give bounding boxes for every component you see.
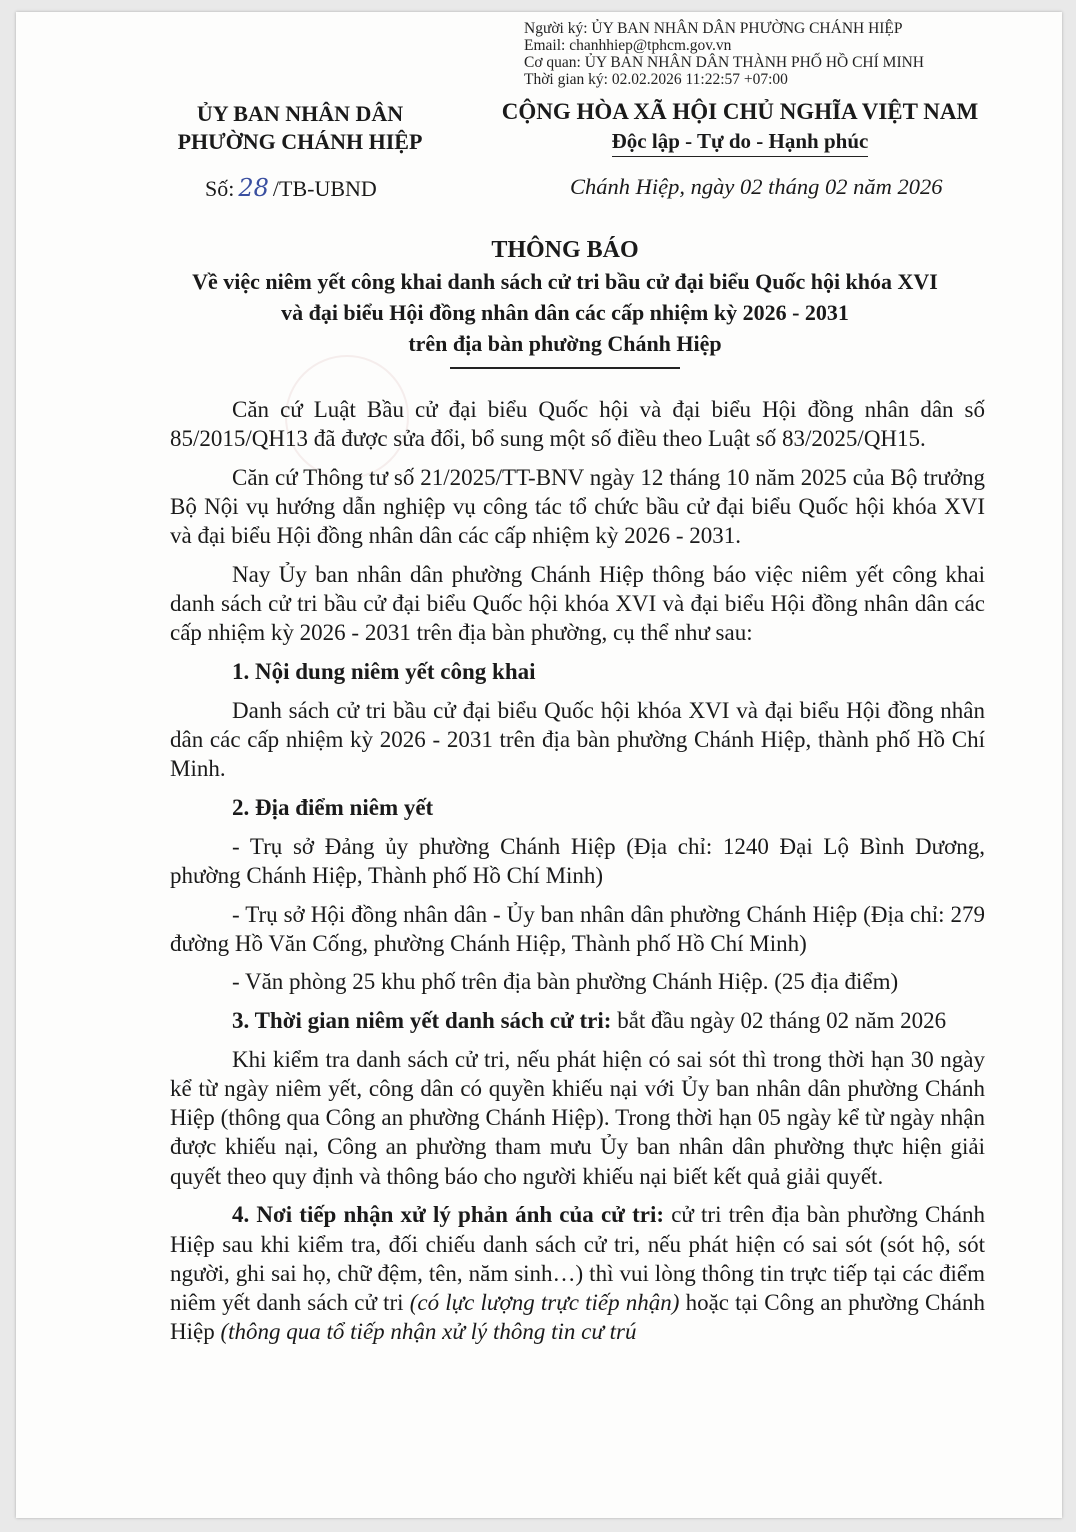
sign-time: Thời gian ký: 02.02.2026 11:22:57 +07:00 xyxy=(524,71,788,88)
section-text: cử tri trên địa bàn phường Chánh Hiệp sau khi kiểm tra, đối chiếu danh sách cử tri, nếu phát hiện có sai sót (sót hộ, sót người, ghi sai họ, chữ đệm, tên, năm sinh…) thì vui lòng thông tin trực tiếp tại các điểm niêm yết danh sách cử tri xyxy=(170,1202,985,1315)
section-text: bắt đầu ngày 02 tháng 02 năm 2026 xyxy=(611,1008,947,1034)
section-heading: 1. Nội dung niêm yết công khai xyxy=(232,659,536,685)
location-item: - Trụ sở Hội đồng nhân dân - Ủy ban nhân dân phường Chánh Hiệp (Địa chỉ: 279 đường Hồ Văn Cống, phường Chánh Hiệp, Thành phố Hồ Chí Minh) xyxy=(170,901,985,956)
location-item: - Văn phòng 25 khu phố trên địa bàn phường Chánh Hiệp. (25 địa điểm) xyxy=(232,969,899,995)
section-text: hoặc tại Công an phường Chánh Hiệp xyxy=(170,1289,985,1345)
signer-agency: Cơ quan: ỦY BAN NHÂN DÂN THÀNH PHỐ HỒ CHÍ MINH xyxy=(524,54,924,71)
document-number xyxy=(205,174,377,202)
paragraph: Căn cứ Thông tư số 21/2025/TT-BNV ngày 12 tháng 10 năm 2025 của Bộ trưởng Bộ Nội vụ hướng dẫn nghiệp vụ công tác tổ chức bầu cử đại biểu Quốc hội khóa XVI và đại biểu Hội đồng nhân dân các cấp nhiệm kỳ 2026 - 2031. xyxy=(170,464,985,549)
issuer-line2: PHƯỜNG CHÁNH HIỆP xyxy=(177,129,423,154)
document-date: Chánh Hiệp, ngày 02 tháng 02 năm 2026 xyxy=(570,174,943,199)
paragraph: Nay Ủy ban nhân dân phường Chánh Hiệp thông báo việc niêm yết công khai danh sách cử tri bầu cử đại biểu Quốc hội khóa XVI và đại biểu Hội đồng nhân dân các cấp nhiệm kỳ 2026 - 2031 trên địa bàn phường, cụ thể như sau: xyxy=(170,562,985,646)
issuer-line1: ỦY BAN NHÂN DÂN xyxy=(196,101,404,126)
title-sub1: Về việc niêm yết công khai danh sách cử tri bầu cử đại biểu Quốc hội khóa XVI xyxy=(192,269,938,294)
handwritten-number: 28 xyxy=(238,174,269,202)
section-heading: 4. Nơi tiếp nhận xử lý phản ánh của cử tri: xyxy=(232,1202,665,1228)
italic-note: (thông qua tổ tiếp nhận xử lý thông tin cư trú xyxy=(220,1319,637,1345)
location-item: - Trụ sở Đảng ủy phường Chánh Hiệp (Địa chỉ: 1240 Đại Lộ Bình Dương, phường Chánh Hiệp, Thành phố Hồ Chí Minh) xyxy=(170,833,985,888)
section-heading: 2. Địa điểm niêm yết xyxy=(232,794,434,820)
digital-signature-block xyxy=(524,20,924,88)
number-suffix: /TB-UBND xyxy=(272,176,377,201)
paragraph: Khi kiểm tra danh sách cử tri, nếu phát hiện có sai sót thì trong thời hạn 30 ngày kể từ ngày niêm yết, công dân có quyền khiếu nại với Ủy ban nhân dân phường Chánh Hiệp (thông qua Công an phường Chánh Hiệp). Trong thời hạn 05 ngày kể từ ngày nhận được khiếu nại, Công an phường tham mưu Ủy ban nhân dân phường thực hiện giải quyết theo quy định và thông báo cho người khiếu nại biết kết quả giải quyết. xyxy=(170,1046,985,1189)
national-title: CỘNG HÒA XÃ HỘI CHỦ NGHĨA VIỆT NAM xyxy=(501,99,979,124)
document-title xyxy=(130,235,1000,369)
issuer-header xyxy=(150,100,450,156)
national-header xyxy=(480,97,1000,157)
section-heading: 3. Thời gian niêm yết danh sách cử tri: xyxy=(232,1008,612,1034)
signer: Người ký: ỦY BAN NHÂN DÂN PHƯỜNG CHÁNH HIỆP xyxy=(524,20,903,37)
document-body xyxy=(170,395,985,1356)
title-sub2: và đại biểu Hội đồng nhân dân các cấp nhiệm kỳ 2026 - 2031 xyxy=(281,300,849,325)
title-divider xyxy=(450,367,680,369)
title-main: THÔNG BÁO xyxy=(491,237,639,263)
signer-email: Email: chanhhiep@tphcm.gov.vn xyxy=(524,37,732,54)
number-prefix: Số: xyxy=(205,176,235,201)
paragraph xyxy=(170,1200,985,1346)
national-motto: Độc lập - Tự do - Hạnh phúc xyxy=(612,127,869,157)
paragraph: Căn cứ Luật Bầu cử đại biểu Quốc hội và đại biểu Hội đồng nhân dân số 85/2015/QH13 đã được sửa đổi, bổ sung một số điều theo Luật số 83/2025/QH15. xyxy=(170,397,985,452)
paragraph xyxy=(170,1006,985,1035)
italic-note: (có lực lượng trực tiếp nhận) xyxy=(409,1289,680,1315)
title-sub3: trên địa bàn phường Chánh Hiệp xyxy=(408,331,722,356)
paragraph: Danh sách cử tri bầu cử đại biểu Quốc hội khóa XVI và đại biểu Hội đồng nhân dân các cấp nhiệm kỳ 2026 - 2031 trên địa bàn phường Chánh Hiệp, thành phố Hồ Chí Minh. xyxy=(170,697,985,782)
